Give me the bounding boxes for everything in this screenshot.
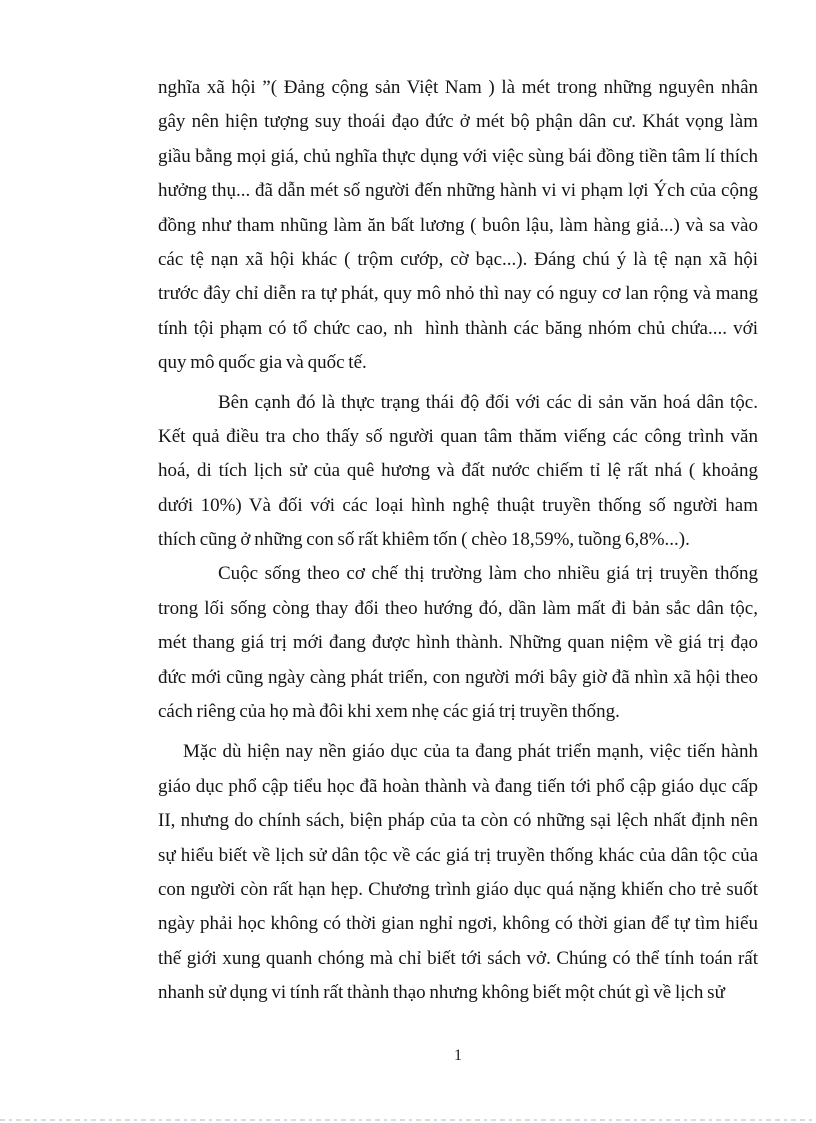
paragraph [158, 386, 758, 558]
text-line: giáo dục phổ cập tiểu học đã hoàn thành và đang tiến tới phổ cập giáo dục cấp [158, 775, 758, 797]
text-line: II, nhưng do chính sách, biện pháp của ta còn có những sại lệch nhất định nên [158, 810, 758, 832]
paragraph [158, 735, 758, 1010]
page-bottom-dashed-rule [0, 1119, 816, 1121]
text-line: hưởng thụ... đã dẫn mét số người đến những hành vi vi phạm lợi Ých của cộng [158, 180, 758, 202]
text-line: mét thang giá trị mới đang được hình thành. Những quan niệm về giá trị đạo [158, 632, 758, 654]
text-line: Kết quả điều tra cho thấy số người quan tâm thăm viếng các công trình văn [158, 425, 758, 447]
text-line: trong lối sống còng thay đổi theo hướng đó, dần làm mất đi bản sắc dân tộc, [158, 597, 758, 619]
text-line: Bên cạnh đó là thực trạng thái độ đối với các di sản văn hoá dân tộc. [218, 391, 758, 413]
text-line: ngày phải học không có thời gian nghỉ ngơi, không có thời gian để tự tìm hiểu [158, 913, 758, 935]
text-line: thích cũng ở những con số rất khiêm tốn ( chèo 18,59%, tuồng 6,8%...). [158, 529, 690, 551]
text-line: cách riêng của họ mà đôi khi xem nhẹ các giá trị truyền thống. [158, 701, 620, 723]
text-line: Mặc dù hiện nay nền giáo dục của ta đang phát triển mạnh, việc tiến hành [183, 741, 758, 763]
page-number: 1 [454, 1047, 462, 1064]
text-line: quy mô quốc gia và quốc tế. [158, 352, 367, 374]
document-body [158, 71, 758, 1011]
text-line: trước đây chỉ diễn ra tự phát, quy mô nhỏ thì nay có nguy cơ lan rộng và mang [158, 283, 758, 305]
text-line: gây nên hiện tượng suy thoái đạo đức ở mét bộ phận dân cư. Khát vọng làm [158, 111, 758, 133]
text-line: đồng như tham nhũng làm ăn bất lương ( buôn lậu, làm hàng giả...) và sa vào [158, 214, 758, 236]
text-line: dưới 10%) Và đối với các loại hình nghệ thuật truyền thống số người ham [158, 494, 758, 516]
text-line: đức mới cũng ngày càng phát triển, con người mới bây giờ đã nhìn xã hội theo [158, 666, 758, 688]
text-line: các tệ nạn xã hội khác ( trộm cướp, cờ bạc...). Đáng chú ý là tệ nạn xã hội [158, 248, 758, 270]
text-line: Cuộc sống theo cơ chế thị trường làm cho nhiều giá trị truyền thống [218, 563, 758, 585]
text-line: nghĩa xã hội ”( Đảng cộng sản Việt Nam ) là mét trong những nguyên nhân [158, 77, 758, 98]
text-line: giầu bằng mọi giá, chủ nghĩa thực dụng với việc sùng bái đồng tiền tâm lí thích [158, 145, 758, 167]
text-line: tính tội phạm có tổ chức cao, nh hình thành các băng nhóm chủ chứa.... với [158, 317, 758, 339]
text-line: nhanh sử dụng vi tính rất thành thạo nhưng không biết một chút gì về lịch sử [158, 982, 725, 1004]
paragraph [158, 71, 758, 381]
text-line: sự hiểu biết về lịch sử dân tộc về các giá trị truyền thống khác của dân tộc của [158, 844, 758, 866]
text-line: hoá, di tích lịch sử của quê hương và đất nước chiếm tỉ lệ rất nhá ( khoảng [158, 460, 758, 482]
text-line: thế giới xung quanh chóng mà chỉ biết tới sách vở. Chúng có thể tính toán rất [158, 947, 758, 969]
text-line: con người còn rất hạn hẹp. Chương trình giáo dục quá nặng khiến cho trẻ suốt [158, 878, 758, 900]
paragraph [158, 557, 758, 729]
